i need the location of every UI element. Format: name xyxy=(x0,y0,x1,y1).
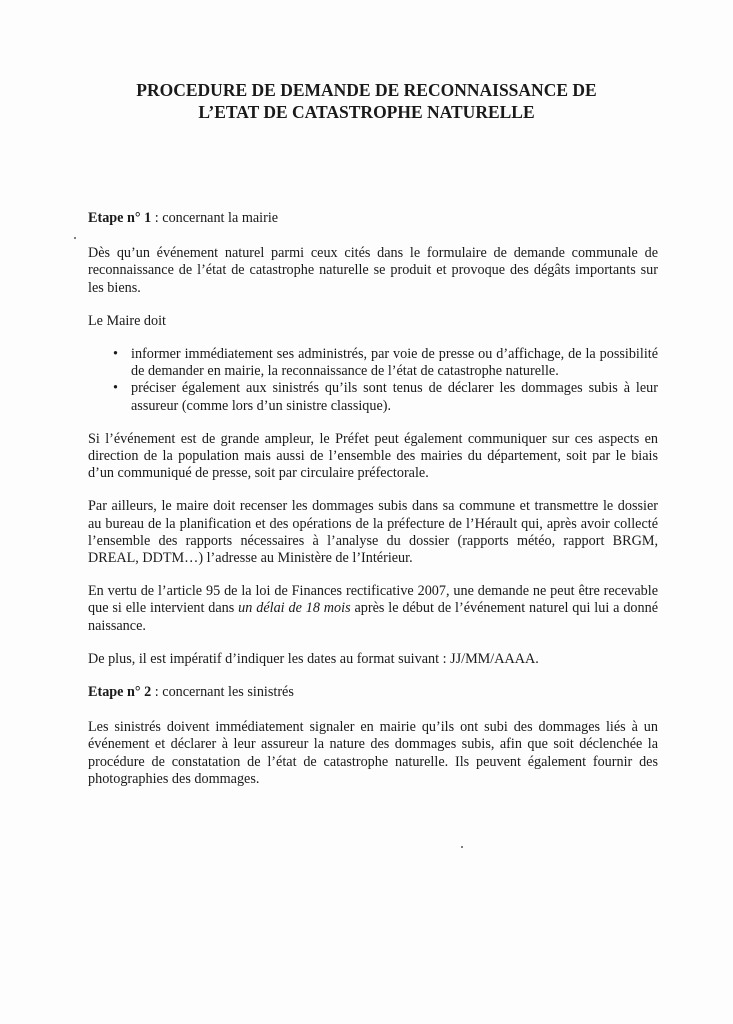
bullet-icon: • xyxy=(113,346,118,363)
list-item-text: préciser également aux sinistrés qu’ils sont tenus de déclarer les dommages subis à leur assureur (comme lors d’un sinistre classique). xyxy=(131,380,658,414)
step-2-label: Etape n° 2 xyxy=(88,684,152,701)
document-body xyxy=(88,210,658,788)
step-1-intro-paragraph: Dès qu’un événement naturel parmi ceux cités dans le formulaire de demande communale de reconnaissance de l’état de catastrophe naturelle se produit et provoque des dégâts importants sur les biens. xyxy=(88,245,658,296)
census-paragraph: Par ailleurs, le maire doit recenser les dommages subis dans sa commune et transmettre le dossier au bureau de la planification et des opérations de la préfecture de l’Hérault qui, après avoir collecté l’ensemble des rapports nécessaires à l’analyse du dossier (rapports météo, rapport BRGM, DREAL, DDTM…) l’adresse au Ministère de l’Intérieur. xyxy=(88,498,658,567)
title-line-1: PROCEDURE DE DEMANDE DE RECONNAISSANCE DE xyxy=(136,80,597,100)
title-line-2: L’ETAT DE CATASTROPHE NATURELLE xyxy=(198,102,535,122)
prefect-paragraph: Si l’événement est de grande ampleur, le Préfet peut également communiquer sur ces aspects en direction de la population mais aussi de l’ensemble des mairies du département, soit par le biais d’un communiqué de presse, soit par circulaire préfectorale. xyxy=(88,430,658,482)
step-2-subtitle: : concernant les sinistrés xyxy=(151,684,294,701)
step-1-label: Etape n° 1 xyxy=(88,210,152,226)
scan-speck xyxy=(461,846,463,848)
bullet-icon: • xyxy=(113,380,118,397)
law-text-after: après le début de l’événement naturel qui lui a donné naissance. xyxy=(88,600,658,634)
step-2-paragraph: Les sinistrés doivent immédiatement signaler en mairie qu’ils ont subi des dommages liés à un événement et déclarer à leur assureur la nature des dommages subis, afin que soit déclenchée la procédure de constatation de l’état de catastrophe naturelle. Ils peuvent également fournir des photographies des dommages. xyxy=(88,719,658,787)
law-paragraph xyxy=(88,583,658,635)
date-format-paragraph: De plus, il est impératif d’indiquer les dates au format suivant : JJ/MM/AAAA. xyxy=(88,650,539,667)
document-title xyxy=(60,79,673,123)
law-text-before: En vertu de l’article 95 de la loi de Finances rectificative 2007, une demande ne peut être recevable que si elle intervient dans xyxy=(88,583,658,617)
mayor-duties-list xyxy=(88,346,658,415)
step-1-subtitle: : concernant la mairie xyxy=(151,210,279,226)
step-2-heading xyxy=(88,684,658,701)
list-item xyxy=(88,380,658,414)
scan-speck xyxy=(74,237,76,239)
step-1-heading xyxy=(88,210,658,227)
list-item-text: informer immédiatement ses administrés, par voie de presse ou d’affichage, de la possibilité de demander en mairie, la reconnaissance de l’état de catastrophe naturelle. xyxy=(131,346,658,380)
mayor-must-text: Le Maire doit xyxy=(88,312,167,329)
deadline-text: un délai de 18 mois xyxy=(238,600,351,617)
list-item xyxy=(88,346,658,380)
